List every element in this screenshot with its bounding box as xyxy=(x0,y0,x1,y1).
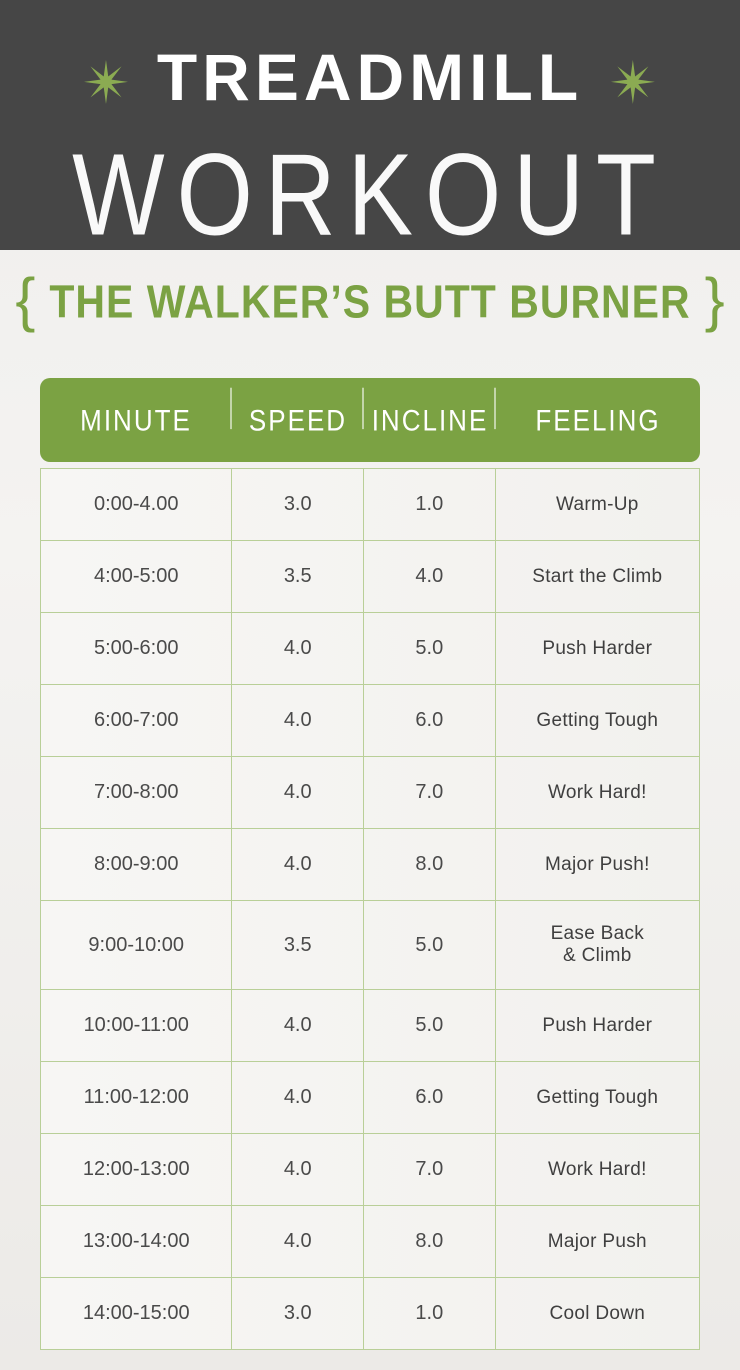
star-icon-right: ✴ xyxy=(609,49,658,117)
cell-speed: 3.0 xyxy=(232,1278,364,1349)
cell-speed: 4.0 xyxy=(232,1062,364,1133)
cell-incline: 6.0 xyxy=(364,1062,496,1133)
table-row xyxy=(41,613,699,685)
cell-feeling: Push Harder xyxy=(542,637,653,659)
cell-minute: 0:00-4.00 xyxy=(41,469,232,540)
table-row xyxy=(41,468,699,541)
brace-left: { xyxy=(15,266,36,333)
cell-speed: 3.0 xyxy=(232,469,364,540)
cell-minute: 11:00-12:00 xyxy=(41,1062,232,1133)
star-icon-left: ✴ xyxy=(82,49,131,117)
table-body xyxy=(40,468,700,1350)
cell-incline: 5.0 xyxy=(364,901,496,989)
cell-minute: 10:00-11:00 xyxy=(41,990,232,1061)
cell-minute: 13:00-14:00 xyxy=(41,1206,232,1277)
cell-feeling: Warm-Up xyxy=(555,493,639,515)
table-row xyxy=(41,757,699,829)
cell-feeling: Work Hard! xyxy=(547,781,647,803)
cell-feeling: Start the Climb xyxy=(532,565,663,587)
cell-speed: 4.0 xyxy=(232,685,364,756)
cell-speed: 3.5 xyxy=(232,541,364,612)
column-header-feeling: FEELING xyxy=(535,402,661,437)
cell-feeling: Cool Down xyxy=(549,1302,646,1324)
cell-minute: 7:00-8:00 xyxy=(41,757,232,828)
table-row xyxy=(41,829,699,901)
table-row xyxy=(41,1206,699,1278)
cell-minute: 14:00-15:00 xyxy=(41,1278,232,1349)
brace-right: } xyxy=(704,266,725,333)
cell-minute: 5:00-6:00 xyxy=(41,613,232,684)
cell-incline: 6.0 xyxy=(364,685,496,756)
page-title-secondary: WORKOUT xyxy=(72,129,668,260)
cell-speed: 3.5 xyxy=(232,901,364,989)
cell-minute: 8:00-9:00 xyxy=(41,829,232,900)
cell-speed: 4.0 xyxy=(232,829,364,900)
table-row xyxy=(41,901,699,990)
cell-feeling: Getting Tough xyxy=(536,709,659,731)
cell-incline: 5.0 xyxy=(364,613,496,684)
table-row xyxy=(41,1278,699,1350)
table-row xyxy=(41,990,699,1062)
table-header-row xyxy=(40,378,700,462)
table-row xyxy=(41,1062,699,1134)
cell-minute: 9:00-10:00 xyxy=(41,901,232,989)
table-row xyxy=(41,685,699,757)
workout-table xyxy=(40,378,700,1350)
cell-speed: 4.0 xyxy=(232,613,364,684)
cell-feeling: Ease Back & Climb xyxy=(550,923,645,966)
cell-incline: 1.0 xyxy=(364,469,496,540)
column-header-incline: INCLINE xyxy=(364,402,496,438)
cell-feeling: Getting Tough xyxy=(536,1086,659,1108)
cell-minute: 4:00-5:00 xyxy=(41,541,232,612)
cell-feeling: Major Push! xyxy=(544,853,650,875)
table-row xyxy=(41,541,699,613)
cell-feeling: Major Push xyxy=(547,1230,647,1252)
cell-minute: 12:00-13:00 xyxy=(41,1134,232,1205)
cell-incline: 4.0 xyxy=(364,541,496,612)
cell-feeling: Push Harder xyxy=(542,1014,653,1036)
cell-incline: 1.0 xyxy=(364,1278,496,1349)
cell-incline: 8.0 xyxy=(364,829,496,900)
cell-incline: 7.0 xyxy=(364,1134,496,1205)
cell-incline: 7.0 xyxy=(364,757,496,828)
cell-incline: 8.0 xyxy=(364,1206,496,1277)
title-line-one xyxy=(0,34,740,120)
column-header-minute: MINUTE xyxy=(40,402,232,438)
cell-speed: 4.0 xyxy=(232,757,364,828)
cell-speed: 4.0 xyxy=(232,990,364,1061)
cell-minute: 6:00-7:00 xyxy=(41,685,232,756)
column-header-speed: SPEED xyxy=(232,402,364,438)
cell-feeling: Work Hard! xyxy=(547,1158,647,1180)
footer-spacer xyxy=(0,1350,740,1370)
subtitle-text: THE WALKER’S BUTT BURNER xyxy=(49,275,691,328)
cell-speed: 4.0 xyxy=(232,1134,364,1205)
cell-incline: 5.0 xyxy=(364,990,496,1061)
header-band xyxy=(0,0,740,260)
cell-speed: 4.0 xyxy=(232,1206,364,1277)
subtitle xyxy=(0,266,740,333)
page-title: TREADMILL xyxy=(156,40,584,114)
table-row xyxy=(41,1134,699,1206)
